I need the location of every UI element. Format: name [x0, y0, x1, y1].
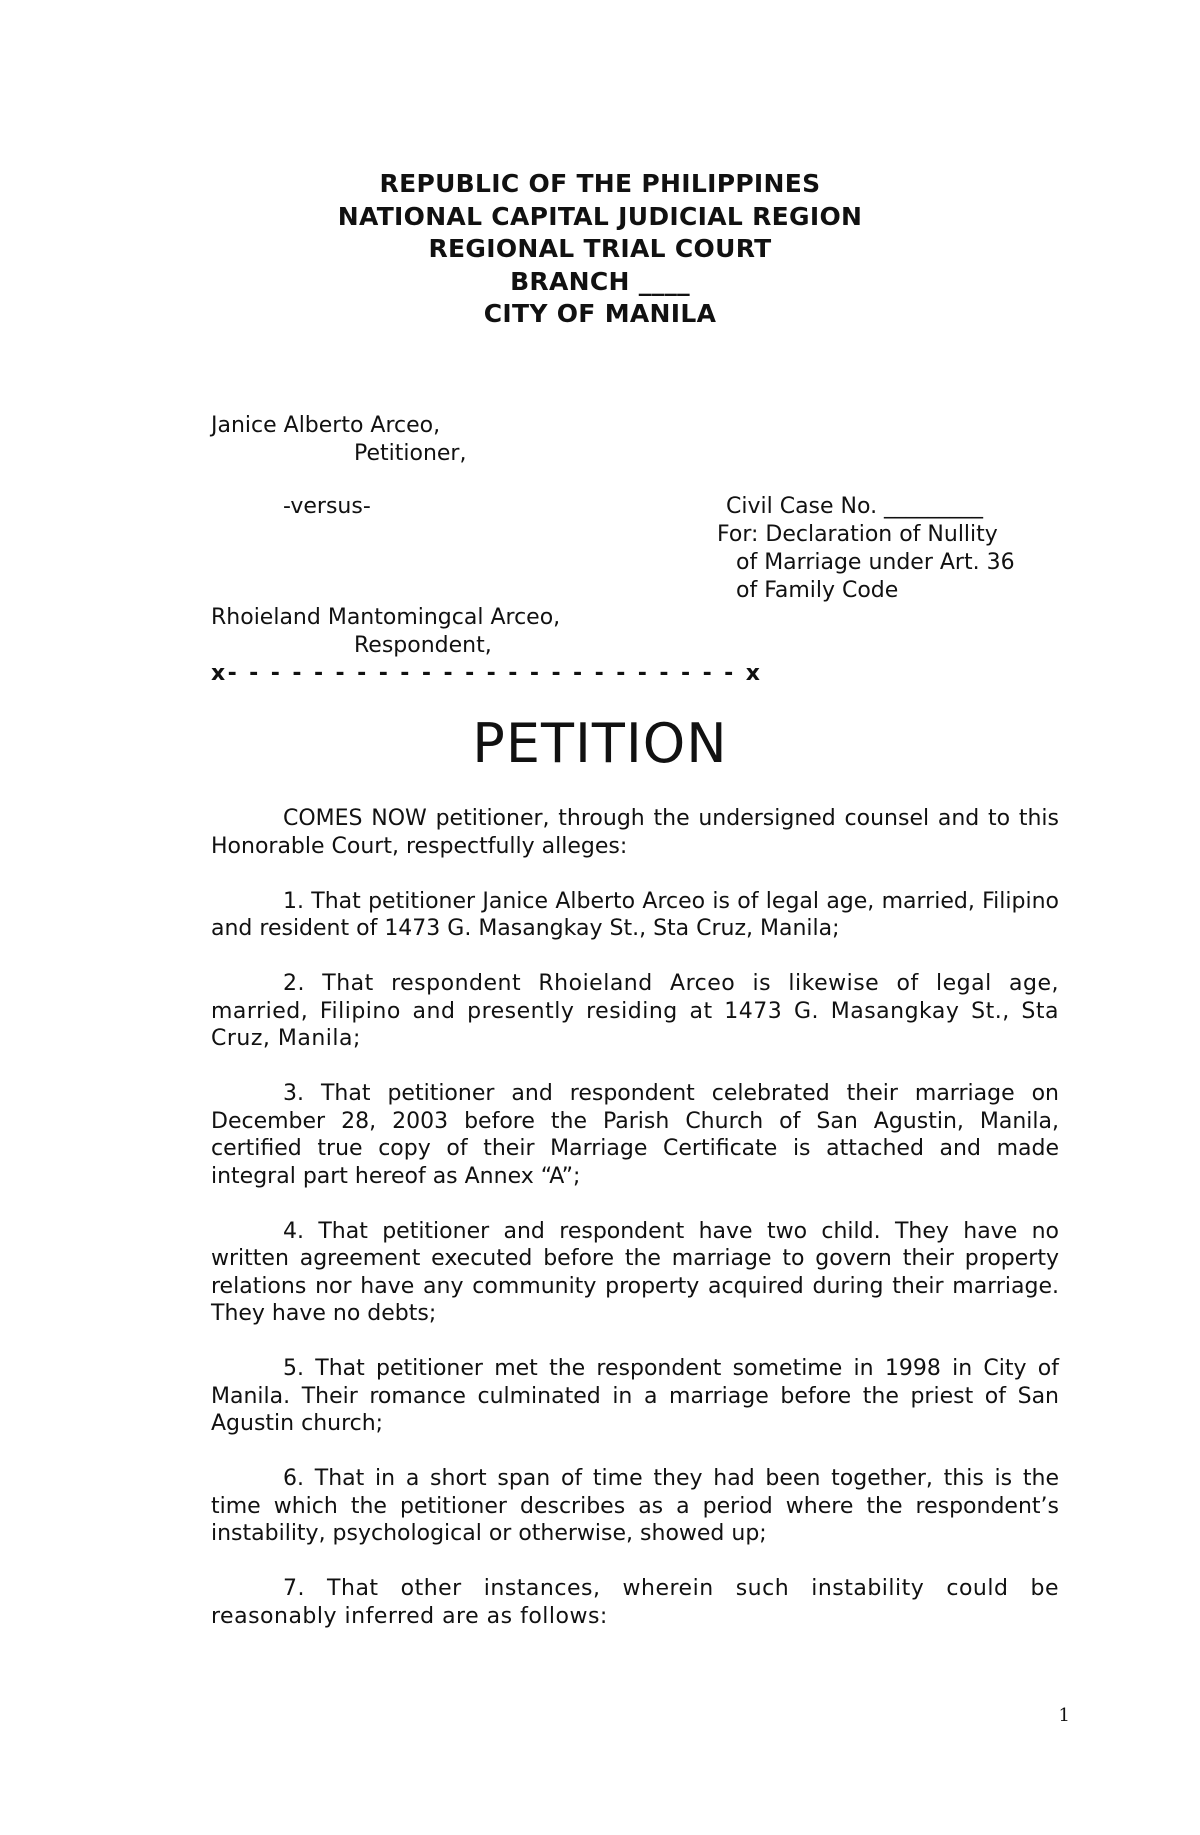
header-court: REGIONAL TRIAL COURT: [428, 234, 772, 263]
petitioner-caption: [211, 412, 466, 468]
page-number: 1: [1058, 1705, 1070, 1726]
civil-case-number: Civil Case No. _________: [726, 494, 984, 519]
header-region: NATIONAL CAPITAL JUDICIAL REGION: [337, 201, 863, 231]
paragraph-2: 2. That respondent Rhoieland Arceo is likewise of legal age, married, Filipino and presently residing at 1473 G. Masangkay St., Sta Cruz, Manila;: [211, 971, 1059, 1051]
header-republic: REPUBLIC OF THE PHILIPPINES: [379, 169, 821, 198]
paragraph-3: 3. That petitioner and respondent celebrated their marriage on December 28, 2003 before the Parish Church of San Agustin, Manila, certified true copy of their Marriage Certificate is attached and made integral part hereof as Annex “A”;: [211, 1081, 1059, 1189]
paragraph-4: 4. That petitioner and respondent have two child. They have no written agreement executed before the marriage to govern their property relations nor have any community property acquired during their marriage. They have no debts;: [211, 1218, 1059, 1326]
paragraph-5: 5. That petitioner met the respondent sometime in 1998 in City of Manila. Their romance culminated in a marriage before the priest of San Agustin church;: [211, 1356, 1059, 1436]
header-city: CITY OF MANILA: [483, 299, 717, 328]
document-title: PETITION: [472, 712, 728, 775]
case-nature-line3: of Family Code: [736, 578, 899, 603]
case-nature-line2: of Marriage under Art. 36: [736, 550, 1015, 575]
petitioner-role: Petitioner,: [354, 441, 467, 466]
paragraph-6: 6. That in a short span of time they had been together, this is the time which the petitioner describes as a period where the respondent’s instability, psychological or otherwise, showed up;: [211, 1466, 1059, 1546]
respondent-role: Respondent,: [354, 633, 492, 658]
respondent-name: Rhoieland Mantomingcal Arceo,: [211, 605, 561, 630]
header-branch: BRANCH ____: [510, 266, 690, 296]
petition-body: [211, 805, 1059, 1658]
petitioner-name: Janice Alberto Arceo,: [211, 413, 441, 438]
intro-paragraph: COMES NOW petitioner, through the undersigned counsel and to this Honorable Court, respectfully alleges:: [211, 806, 1059, 859]
caption-separator: x- - - - - - - - - - - - - - - - - - - - - - - - x: [211, 661, 763, 686]
case-nature-line1: For: Declaration of Nullity: [717, 522, 998, 547]
case-details: [717, 493, 1015, 605]
paragraph-7: 7. That other instances, wherein such instability could be reasonably inferred are as follows:: [211, 1576, 1059, 1629]
versus-label: -versus-: [283, 494, 371, 519]
respondent-caption: [211, 604, 560, 660]
paragraph-1: 1. That petitioner Janice Alberto Arceo is of legal age, married, Filipino and resident of 1473 G. Masangkay St., Sta Cruz, Manila;: [211, 888, 1059, 941]
court-header: [0, 168, 1200, 331]
